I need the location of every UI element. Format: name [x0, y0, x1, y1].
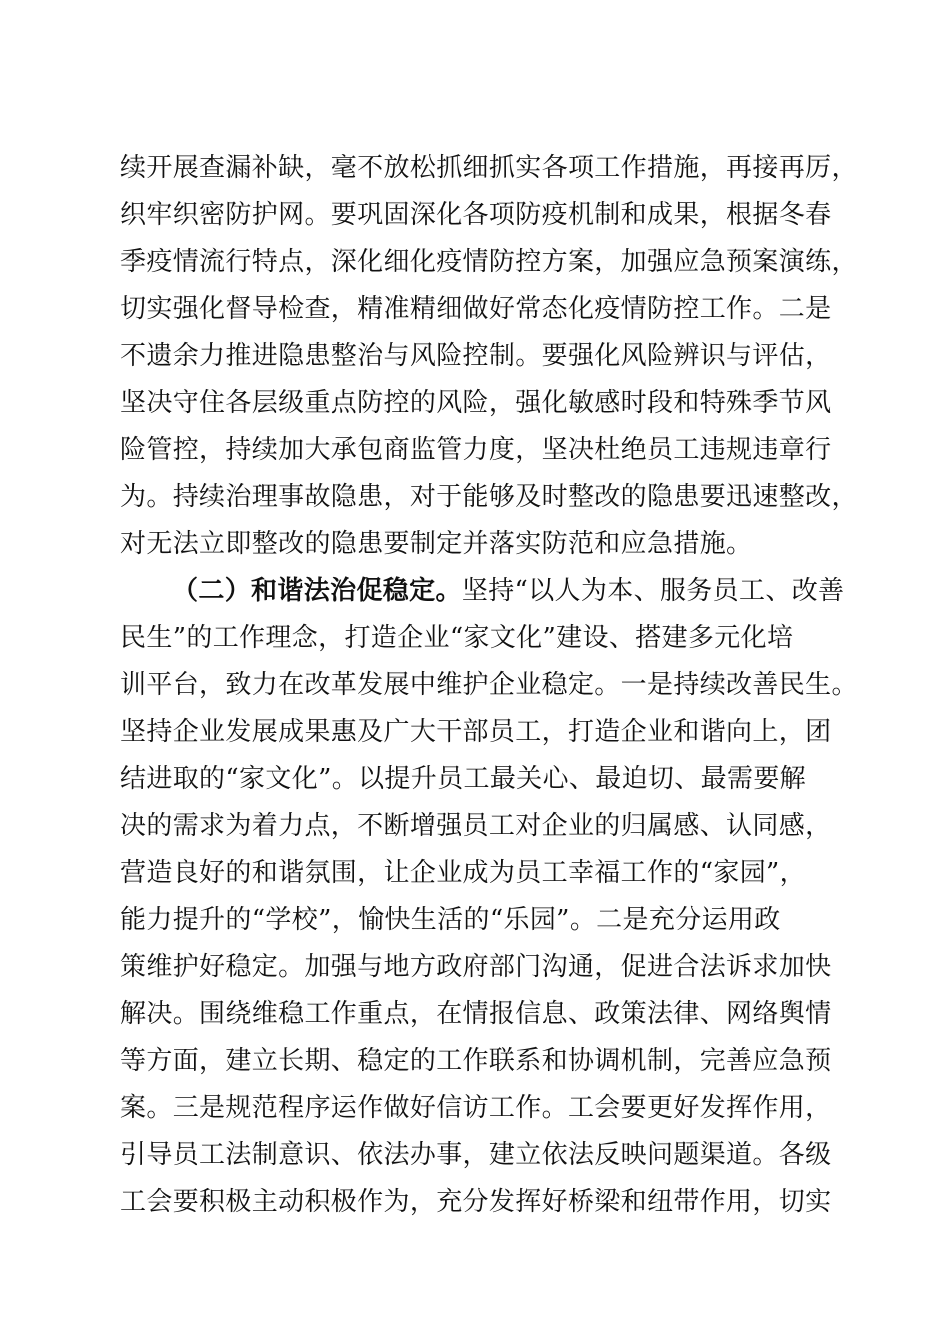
paragraph-line: 工会要积极主动积极作为，充分发挥好桥梁和纽带作用，切实: [120, 1187, 832, 1217]
paragraph-line: 季疫情流行特点，深化细化疫情防控方案，加强应急预案演练，: [120, 247, 858, 277]
paragraph-line: 解决。围绕维稳工作重点，在情报信息、政策法律、网络舆情: [120, 999, 832, 1029]
section-heading-line: [172, 571, 892, 611]
paragraph-line: 能力提升的“学校”，愉快生活的“乐园”。二是充分运用政: [120, 905, 781, 935]
paragraph-line: 坚决守住各层级重点防控的风险，强化敏感时段和特殊季节风: [120, 388, 832, 418]
paragraph-line: 决的需求为着力点，不断增强员工对企业的归属感、认同感，: [120, 811, 832, 841]
paragraph-line: 切实强化督导检查，精准精细做好常态化疫情防控工作。二是: [120, 294, 832, 324]
paragraph-line: 策维护好稳定。加强与地方政府部门沟通，促进合法诉求加快: [120, 952, 832, 982]
paragraph-line: 不遗余力推进隐患整治与风险控制。要强化风险辨识与评估，: [120, 341, 832, 371]
paragraph-line: 坚持企业发展成果惠及广大干部员工，打造企业和谐向上，团: [120, 717, 832, 747]
paragraph-line: 织牢织密防护网。要巩固深化各项防疫机制和成果，根据冬春: [120, 200, 832, 230]
section-heading: （二）和谐法治促稳定。: [172, 576, 462, 606]
paragraph-line: 案。三是规范程序运作做好信访工作。工会要更好发挥作用，: [120, 1093, 832, 1123]
paragraph-line: 引导员工法制意识、依法办事，建立依法反映问题渠道。各级: [120, 1140, 832, 1170]
paragraph-line: 等方面，建立长期、稳定的工作联系和协调机制，完善应急预: [120, 1046, 832, 1076]
section-intro: 坚持“以人为本、服务员工、改善: [461, 576, 845, 606]
paragraph-line: 续开展查漏补缺，毫不放松抓细抓实各项工作措施，再接再厉，: [120, 153, 858, 183]
paragraph-line: 结进取的“家文化”。以提升员工最关心、最迫切、最需要解: [120, 764, 807, 794]
paragraph-line: 为。持续治理事故隐患，对于能够及时整改的隐患要迅速整改，: [120, 482, 858, 512]
paragraph-line: 对无法立即整改的隐患要制定并落实防范和应急措施。: [120, 529, 753, 559]
paragraph-line: 营造良好的和谐氛围，让企业成为员工幸福工作的“家园”，: [120, 858, 807, 888]
paragraph-line: 险管控，持续加大承包商监管力度，坚决杜绝员工违规违章行: [120, 435, 832, 465]
paragraph-line: 民生”的工作理念，打造企业“家文化”建设、搭建多元化培: [120, 623, 794, 653]
paragraph-line: 训平台，致力在改革发展中维护企业稳定。一是持续改善民生。: [120, 670, 858, 700]
